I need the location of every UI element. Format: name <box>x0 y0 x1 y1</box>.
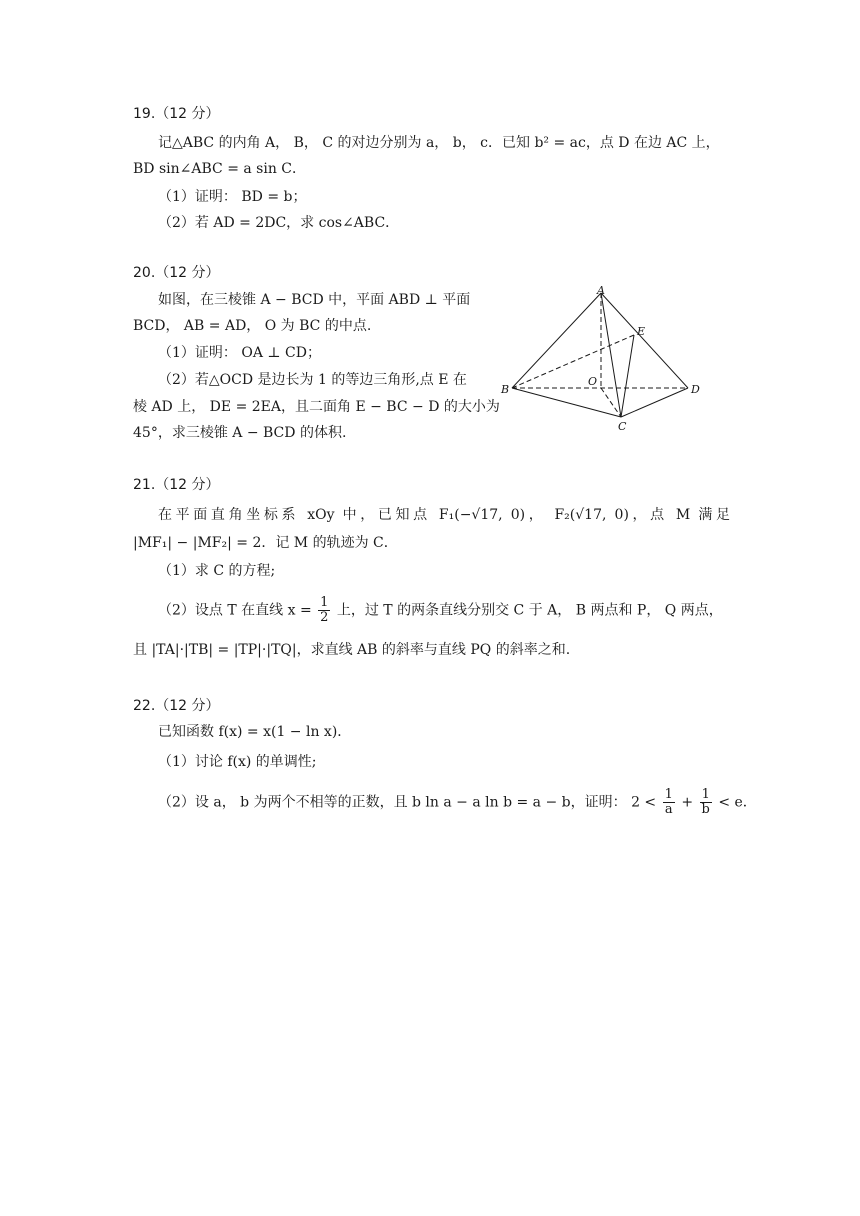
q20-part2-line1: （2）若△OCD 是边长为 1 的等边三角形,点 E 在 <box>158 372 467 388</box>
q21-part2-pre: （2）设点 T 在直线 x = <box>158 602 317 619</box>
vertex-label-a: A <box>597 285 605 297</box>
fraction-denominator: b <box>701 802 710 817</box>
point-label-e: E <box>637 325 646 338</box>
q19-stem-line1: 记△ABC 的内角 A， B， C 的对边分别为 a， b， c．已知 b² = ac，点 D 在边 AC 上， <box>158 135 720 151</box>
q22-part2-post: < e． <box>713 794 757 811</box>
vertex-label-b: B <box>501 383 510 396</box>
vertex-label-d: D <box>691 383 700 396</box>
fraction-denominator: 2 <box>320 610 329 625</box>
point-label-o: O <box>588 375 598 388</box>
fraction-one-over-a <box>663 788 675 817</box>
q22-part2 <box>158 788 757 817</box>
q21-line2: |MF₁| − |MF₂| = 2．记 M 的轨迹为 C． <box>133 535 398 551</box>
q22-stem: 已知函数 f(x) = x(1 − ln x)． <box>158 724 352 740</box>
vertex-label-c: C <box>618 420 627 433</box>
q21-part2-line1 <box>158 596 723 625</box>
q21-part2-line2: 且 |TA|·|TB| = |TP|·|TQ|，求直线 AB 的斜率与直线 PQ 的斜率之和. <box>133 642 571 658</box>
fraction-numerator: 1 <box>320 595 329 610</box>
q20-line1: 如图，在三棱锥 A − BCD 中，平面 ABD ⊥ 平面 <box>158 292 471 308</box>
fraction-one-half <box>318 596 330 625</box>
q20-part2-line3: 45°，求三棱锥 A − BCD 的体积. <box>133 425 347 441</box>
q19-part2: （2）若 AD = 2DC，求 cos∠ABC． <box>158 215 400 231</box>
fraction-numerator: 1 <box>664 787 673 802</box>
q20-part1: （1）证明： OA ⊥ CD； <box>158 345 321 361</box>
q19-stem-line2: BD sin∠ABC = a sin C． <box>133 161 307 177</box>
q19-part1: （1）证明： BD = b； <box>158 189 307 205</box>
q20-line2: BCD， AB = AD， O 为 BC 的中点. <box>133 318 372 334</box>
q22-part2-pre: （2）设 a， b 为两个不相等的正数，且 b ln a − a ln b = a − b，证明： 2 < <box>158 794 661 811</box>
q21-line1: 在平面直角坐标系 xOy 中，已知点 F₁(−√17, 0)， F₂(√17, 0)，点 M 满足 <box>158 507 730 523</box>
q21-header: 21.（12 分） <box>133 477 220 493</box>
q19-header: 19.（12 分） <box>133 106 220 122</box>
fraction-one-over-b <box>700 788 712 817</box>
q22-part1: （1）讨论 f(x) 的单调性; <box>158 754 317 770</box>
q20-part2-line2: 棱 AD 上， DE = 2EA，且二面角 E − BC − D 的大小为 <box>133 399 500 415</box>
tetrahedron-figure <box>500 285 720 435</box>
q20-header: 20.（12 分） <box>133 265 220 281</box>
q21-part1: （1）求 C 的方程; <box>158 563 276 579</box>
q21-part2-post: 上，过 T 的两条直线分别交 C 于 A， B 两点和 P， Q 两点， <box>332 602 723 619</box>
plus-sign: + <box>676 794 698 811</box>
fraction-denominator: a <box>664 802 673 817</box>
fraction-numerator: 1 <box>700 788 712 803</box>
q22-header: 22.（12 分） <box>133 698 220 714</box>
